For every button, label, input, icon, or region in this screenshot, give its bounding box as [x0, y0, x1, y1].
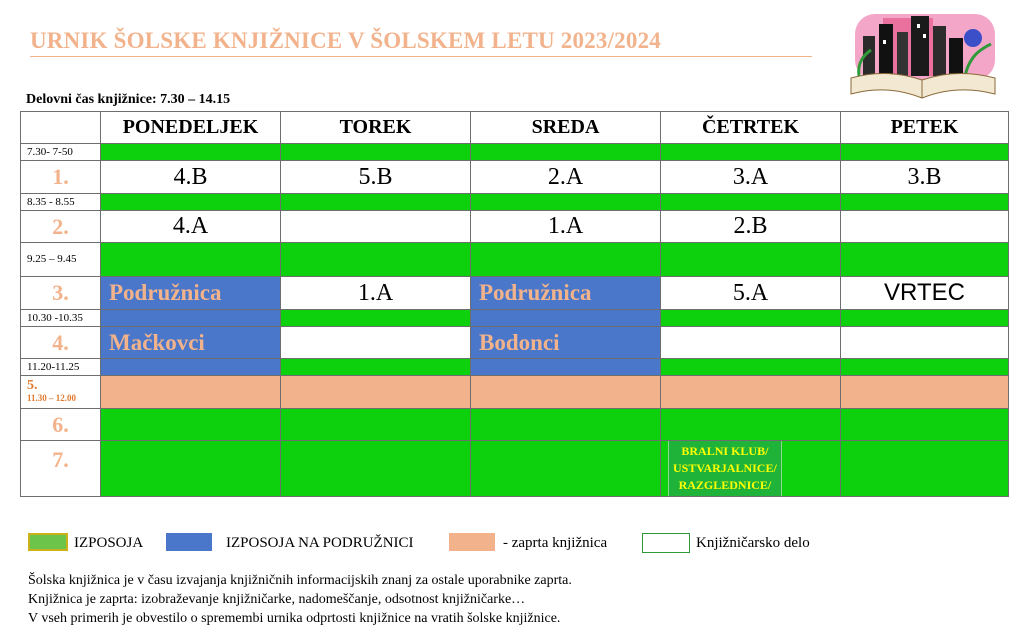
class-cell: 3.A: [661, 161, 841, 194]
legend-swatch-borrow: [28, 533, 68, 551]
period-row: [21, 211, 1009, 243]
library-schedule-table: [20, 111, 1009, 497]
period-row: [21, 327, 1009, 359]
legend-swatch-work: [642, 533, 690, 553]
break-row: [21, 243, 1009, 277]
class-cell: [841, 211, 1009, 243]
class-cell: VRTEC: [841, 277, 1009, 310]
branch-label: Mačkovci: [101, 327, 281, 359]
note-line: V vseh primerih je obvestilo o spremembi urnika odprtosti knjižnice na vratih šolske knjižnice.: [28, 611, 561, 626]
header-row: [21, 112, 1009, 144]
library-book-city-logo: [845, 10, 1000, 105]
class-cell: 4.A: [101, 211, 281, 243]
class-cell: 1.A: [281, 277, 471, 310]
break-row: [21, 194, 1009, 211]
period-row-closed: [21, 376, 1009, 409]
legend-label-work: Knjižničarsko delo: [696, 535, 810, 551]
day-header: SREDA: [471, 112, 661, 144]
notes: [28, 571, 572, 628]
legend-label-closed: - zaprta knjižnica: [503, 535, 608, 551]
period-number: 4.: [21, 327, 101, 359]
break-row: [21, 310, 1009, 327]
branch-label: Bodonci: [471, 327, 661, 359]
title-underline: [30, 56, 812, 57]
period-row: [21, 277, 1009, 310]
time-label: 10.30 -10.35: [21, 310, 101, 327]
class-cell: 3.B: [841, 161, 1009, 194]
note-line: Knjižnica je zaprta: izobraževanje knjižničarke, nadomeščanje, odsotnost knjižničarke…: [28, 592, 526, 607]
branch-label: Podružnica: [471, 277, 661, 310]
time-label: 11.20-11.25: [21, 359, 101, 376]
day-header: TOREK: [281, 112, 471, 144]
class-cell: 5.A: [661, 277, 841, 310]
break-row: [21, 144, 1009, 161]
time-label: 8.35 - 8.55: [21, 194, 101, 211]
class-cell: 2.A: [471, 161, 661, 194]
class-cell: 2.B: [661, 211, 841, 243]
legend-label-branch: IZPOSOJA NA PODRUŽNICI: [226, 535, 414, 551]
break-row: [21, 359, 1009, 376]
period-number: 1.: [21, 161, 101, 194]
time-label: 9.25 – 9.45: [21, 243, 101, 277]
period-row: [21, 441, 1009, 497]
class-cell: 4.B: [101, 161, 281, 194]
legend-swatch-closed: [449, 533, 495, 551]
period-number: 7.: [21, 441, 101, 497]
page-title: URNIK ŠOLSKE KNJIŽNICE V ŠOLSKEM LETU 2023/2024: [30, 28, 661, 53]
legend-label-borrow: IZPOSOJA: [74, 535, 144, 551]
corner-cell: [21, 112, 101, 144]
working-hours: Delovni čas knjižnice: 7.30 – 14.15: [26, 92, 231, 107]
time-label: 7.30- 7-50: [21, 144, 101, 161]
period-number: 2.: [21, 211, 101, 243]
class-cell: 1.A: [471, 211, 661, 243]
day-header: PETEK: [841, 112, 1009, 144]
day-header: PONEDELJEK: [101, 112, 281, 144]
day-header: ČETRTEK: [661, 112, 841, 144]
class-cell: [281, 211, 471, 243]
class-cell: 5.B: [281, 161, 471, 194]
period-row: [21, 409, 1009, 441]
period-number: 6.: [21, 409, 101, 441]
note-line: Šolska knjižnica je v času izvajanja knjižničnih informacijskih znanj za ostale uporabnike zaprta.: [28, 573, 572, 588]
period-number: 5. 11.30 – 12.00: [21, 376, 101, 409]
reading-club-label: BRALNI KLUB/ USTVARJALNICE/ RAZGLEDNICE/: [669, 441, 781, 496]
period-number: 3.: [21, 277, 101, 310]
legend-swatch-branch: [166, 533, 212, 551]
period-row: [21, 161, 1009, 194]
branch-label: Podružnica: [101, 277, 281, 310]
